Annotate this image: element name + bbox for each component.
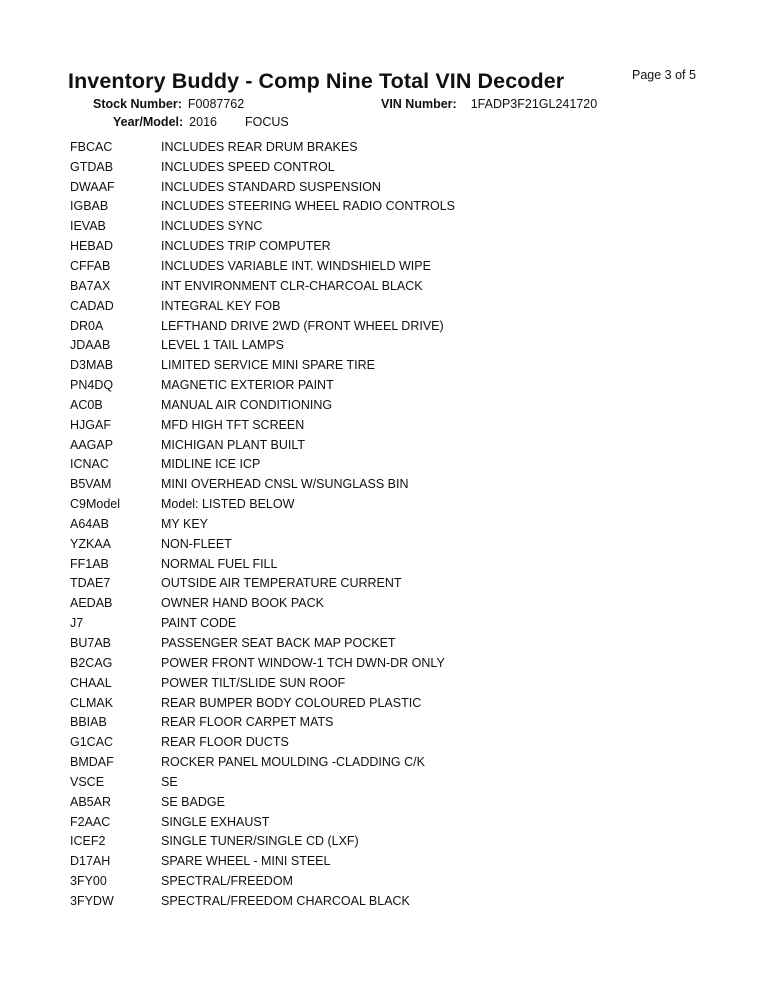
option-code-list — [70, 137, 710, 911]
option-code: BBIAB — [70, 715, 107, 730]
option-description: SINGLE EXHAUST — [161, 814, 270, 829]
option-code: BA7AX — [70, 278, 111, 293]
list-item — [70, 891, 710, 911]
list-item — [70, 772, 710, 792]
list-item — [70, 197, 710, 217]
option-code: IGBAB — [70, 199, 109, 214]
option-code: B5VAM — [70, 477, 112, 492]
vin-number — [381, 97, 597, 111]
option-code: HJGAF — [70, 417, 111, 432]
option-code: F2AAC — [70, 814, 111, 829]
option-description: NORMAL FUEL FILL — [161, 556, 278, 571]
list-item — [70, 712, 710, 732]
option-description: INCLUDES SPEED CONTROL — [161, 159, 335, 174]
list-item — [70, 554, 710, 574]
option-description: INCLUDES SYNC — [161, 219, 263, 234]
list-item — [70, 812, 710, 832]
option-description: MY KEY — [161, 516, 209, 531]
option-description: SE — [161, 774, 178, 789]
list-item — [70, 653, 710, 673]
vin-number-label: VIN Number: — [381, 97, 457, 111]
option-code: YZKAA — [70, 536, 111, 551]
option-description: MAGNETIC EXTERIOR PAINT — [161, 378, 334, 393]
list-item — [70, 613, 710, 633]
option-description: MIDLINE ICE ICP — [161, 457, 261, 472]
option-description: PAINT CODE — [161, 616, 237, 631]
list-item — [70, 474, 710, 494]
model-value: FOCUS — [244, 115, 289, 129]
list-item — [70, 375, 710, 395]
option-description: INCLUDES REAR DRUM BRAKES — [161, 139, 358, 154]
option-code: GTDAB — [70, 159, 114, 174]
year-model-label: Year/Model: — [113, 115, 184, 129]
option-description: INCLUDES STEERING WHEEL RADIO CONTROLS — [161, 199, 456, 214]
option-code: ICNAC — [70, 457, 109, 472]
option-description: MINI OVERHEAD CNSL W/SUNGLASS BIN — [161, 477, 409, 492]
option-description: POWER TILT/SLIDE SUN ROOF — [161, 675, 346, 690]
year-model — [113, 115, 289, 129]
list-item — [70, 494, 710, 514]
option-description: SPECTRAL/FREEDOM — [161, 874, 293, 889]
list-item — [70, 693, 710, 713]
stock-number-label: Stock Number: — [93, 97, 182, 111]
option-description: SE BADGE — [161, 794, 225, 809]
option-code: AC0B — [70, 397, 103, 412]
option-description: REAR FLOOR CARPET MATS — [161, 715, 334, 730]
option-code: TDAE7 — [70, 576, 111, 591]
option-description: INCLUDES VARIABLE INT. WINDSHIELD WIPE — [161, 258, 431, 273]
list-item — [70, 256, 710, 276]
option-code: 3FY00 — [70, 874, 107, 889]
list-item — [70, 276, 710, 296]
page-number: Page 3 of 5 — [632, 68, 696, 82]
option-description: Model: LISTED BELOW — [161, 497, 295, 512]
option-description: INCLUDES STANDARD SUSPENSION — [161, 179, 381, 194]
option-description: ROCKER PANEL MOULDING -CLADDING C/K — [161, 755, 425, 770]
list-item — [70, 673, 710, 693]
vin-number-value: 1FADP3F21GL241720 — [470, 97, 598, 111]
option-description: POWER FRONT WINDOW-1 TCH DWN-DR ONLY — [161, 655, 445, 670]
list-item — [70, 177, 710, 197]
option-code: IEVAB — [70, 219, 106, 234]
list-item — [70, 216, 710, 236]
option-code: VSCE — [70, 774, 105, 789]
list-item — [70, 157, 710, 177]
list-item — [70, 633, 710, 653]
option-description: SPECTRAL/FREEDOM CHARCOAL BLACK — [161, 893, 410, 908]
list-item — [70, 732, 710, 752]
list-item — [70, 296, 710, 316]
option-code: CFFAB — [70, 258, 111, 273]
list-item — [70, 574, 710, 594]
option-description: LIMITED SERVICE MINI SPARE TIRE — [161, 358, 375, 373]
list-item — [70, 137, 710, 157]
option-description: LEFTHAND DRIVE 2WD (FRONT WHEEL DRIVE) — [161, 318, 444, 333]
option-description: MFD HIGH TFT SCREEN — [161, 417, 305, 432]
list-item — [70, 514, 710, 534]
option-code: FBCAC — [70, 139, 113, 154]
option-code: DWAAF — [70, 179, 115, 194]
list-item — [70, 534, 710, 554]
option-code: BU7AB — [70, 636, 111, 651]
list-item — [70, 395, 710, 415]
option-code: J7 — [70, 616, 84, 631]
option-code: AB5AR — [70, 794, 111, 809]
option-description: INCLUDES TRIP COMPUTER — [161, 239, 331, 254]
list-item — [70, 832, 710, 852]
option-description: MICHIGAN PLANT BUILT — [161, 437, 306, 452]
list-item — [70, 792, 710, 812]
year-value: 2016 — [189, 115, 217, 129]
stock-number-value: F0087762 — [187, 97, 245, 111]
list-item — [70, 593, 710, 613]
option-description: INTEGRAL KEY FOB — [161, 298, 281, 313]
option-code: HEBAD — [70, 239, 114, 254]
option-code: 3FYDW — [70, 893, 114, 908]
list-item — [70, 415, 710, 435]
option-description: REAR FLOOR DUCTS — [161, 735, 289, 750]
option-description: PASSENGER SEAT BACK MAP POCKET — [161, 636, 396, 651]
option-description: REAR BUMPER BODY COLOURED PLASTIC — [161, 695, 422, 710]
option-code: AAGAP — [70, 437, 114, 452]
option-code: DR0A — [70, 318, 104, 333]
list-item — [70, 752, 710, 772]
option-description: SINGLE TUNER/SINGLE CD (LXF) — [161, 834, 359, 849]
option-code: D3MAB — [70, 358, 114, 373]
option-description: NON-FLEET — [161, 536, 232, 551]
option-description: LEVEL 1 TAIL LAMPS — [161, 338, 284, 353]
stock-number — [93, 97, 244, 111]
list-item — [70, 435, 710, 455]
option-code: PN4DQ — [70, 378, 114, 393]
option-code: FF1AB — [70, 556, 109, 571]
option-code: CHAAL — [70, 675, 112, 690]
option-code: ICEF2 — [70, 834, 106, 849]
document-title: Inventory Buddy - Comp Nine Total VIN Decoder — [68, 69, 565, 93]
list-item — [70, 871, 710, 891]
list-item — [70, 316, 710, 336]
option-code: BMDAF — [70, 755, 114, 770]
option-code: A64AB — [70, 516, 109, 531]
option-code: D17AH — [70, 854, 111, 869]
option-code: C9Model — [70, 497, 121, 512]
option-code: G1CAC — [70, 735, 114, 750]
option-description: MANUAL AIR CONDITIONING — [161, 397, 333, 412]
list-item — [70, 335, 710, 355]
option-code: CADAD — [70, 298, 114, 313]
option-description: SPARE WHEEL - MINI STEEL — [161, 854, 331, 869]
list-item — [70, 355, 710, 375]
option-description: OWNER HAND BOOK PACK — [161, 596, 324, 611]
list-item — [70, 236, 710, 256]
option-description: INT ENVIRONMENT CLR-CHARCOAL BLACK — [161, 278, 423, 293]
list-item — [70, 851, 710, 871]
option-code: AEDAB — [70, 596, 113, 611]
option-code: B2CAG — [70, 655, 113, 670]
option-code: CLMAK — [70, 695, 114, 710]
option-description: OUTSIDE AIR TEMPERATURE CURRENT — [161, 576, 402, 591]
list-item — [70, 455, 710, 475]
option-code: JDAAB — [70, 338, 111, 353]
